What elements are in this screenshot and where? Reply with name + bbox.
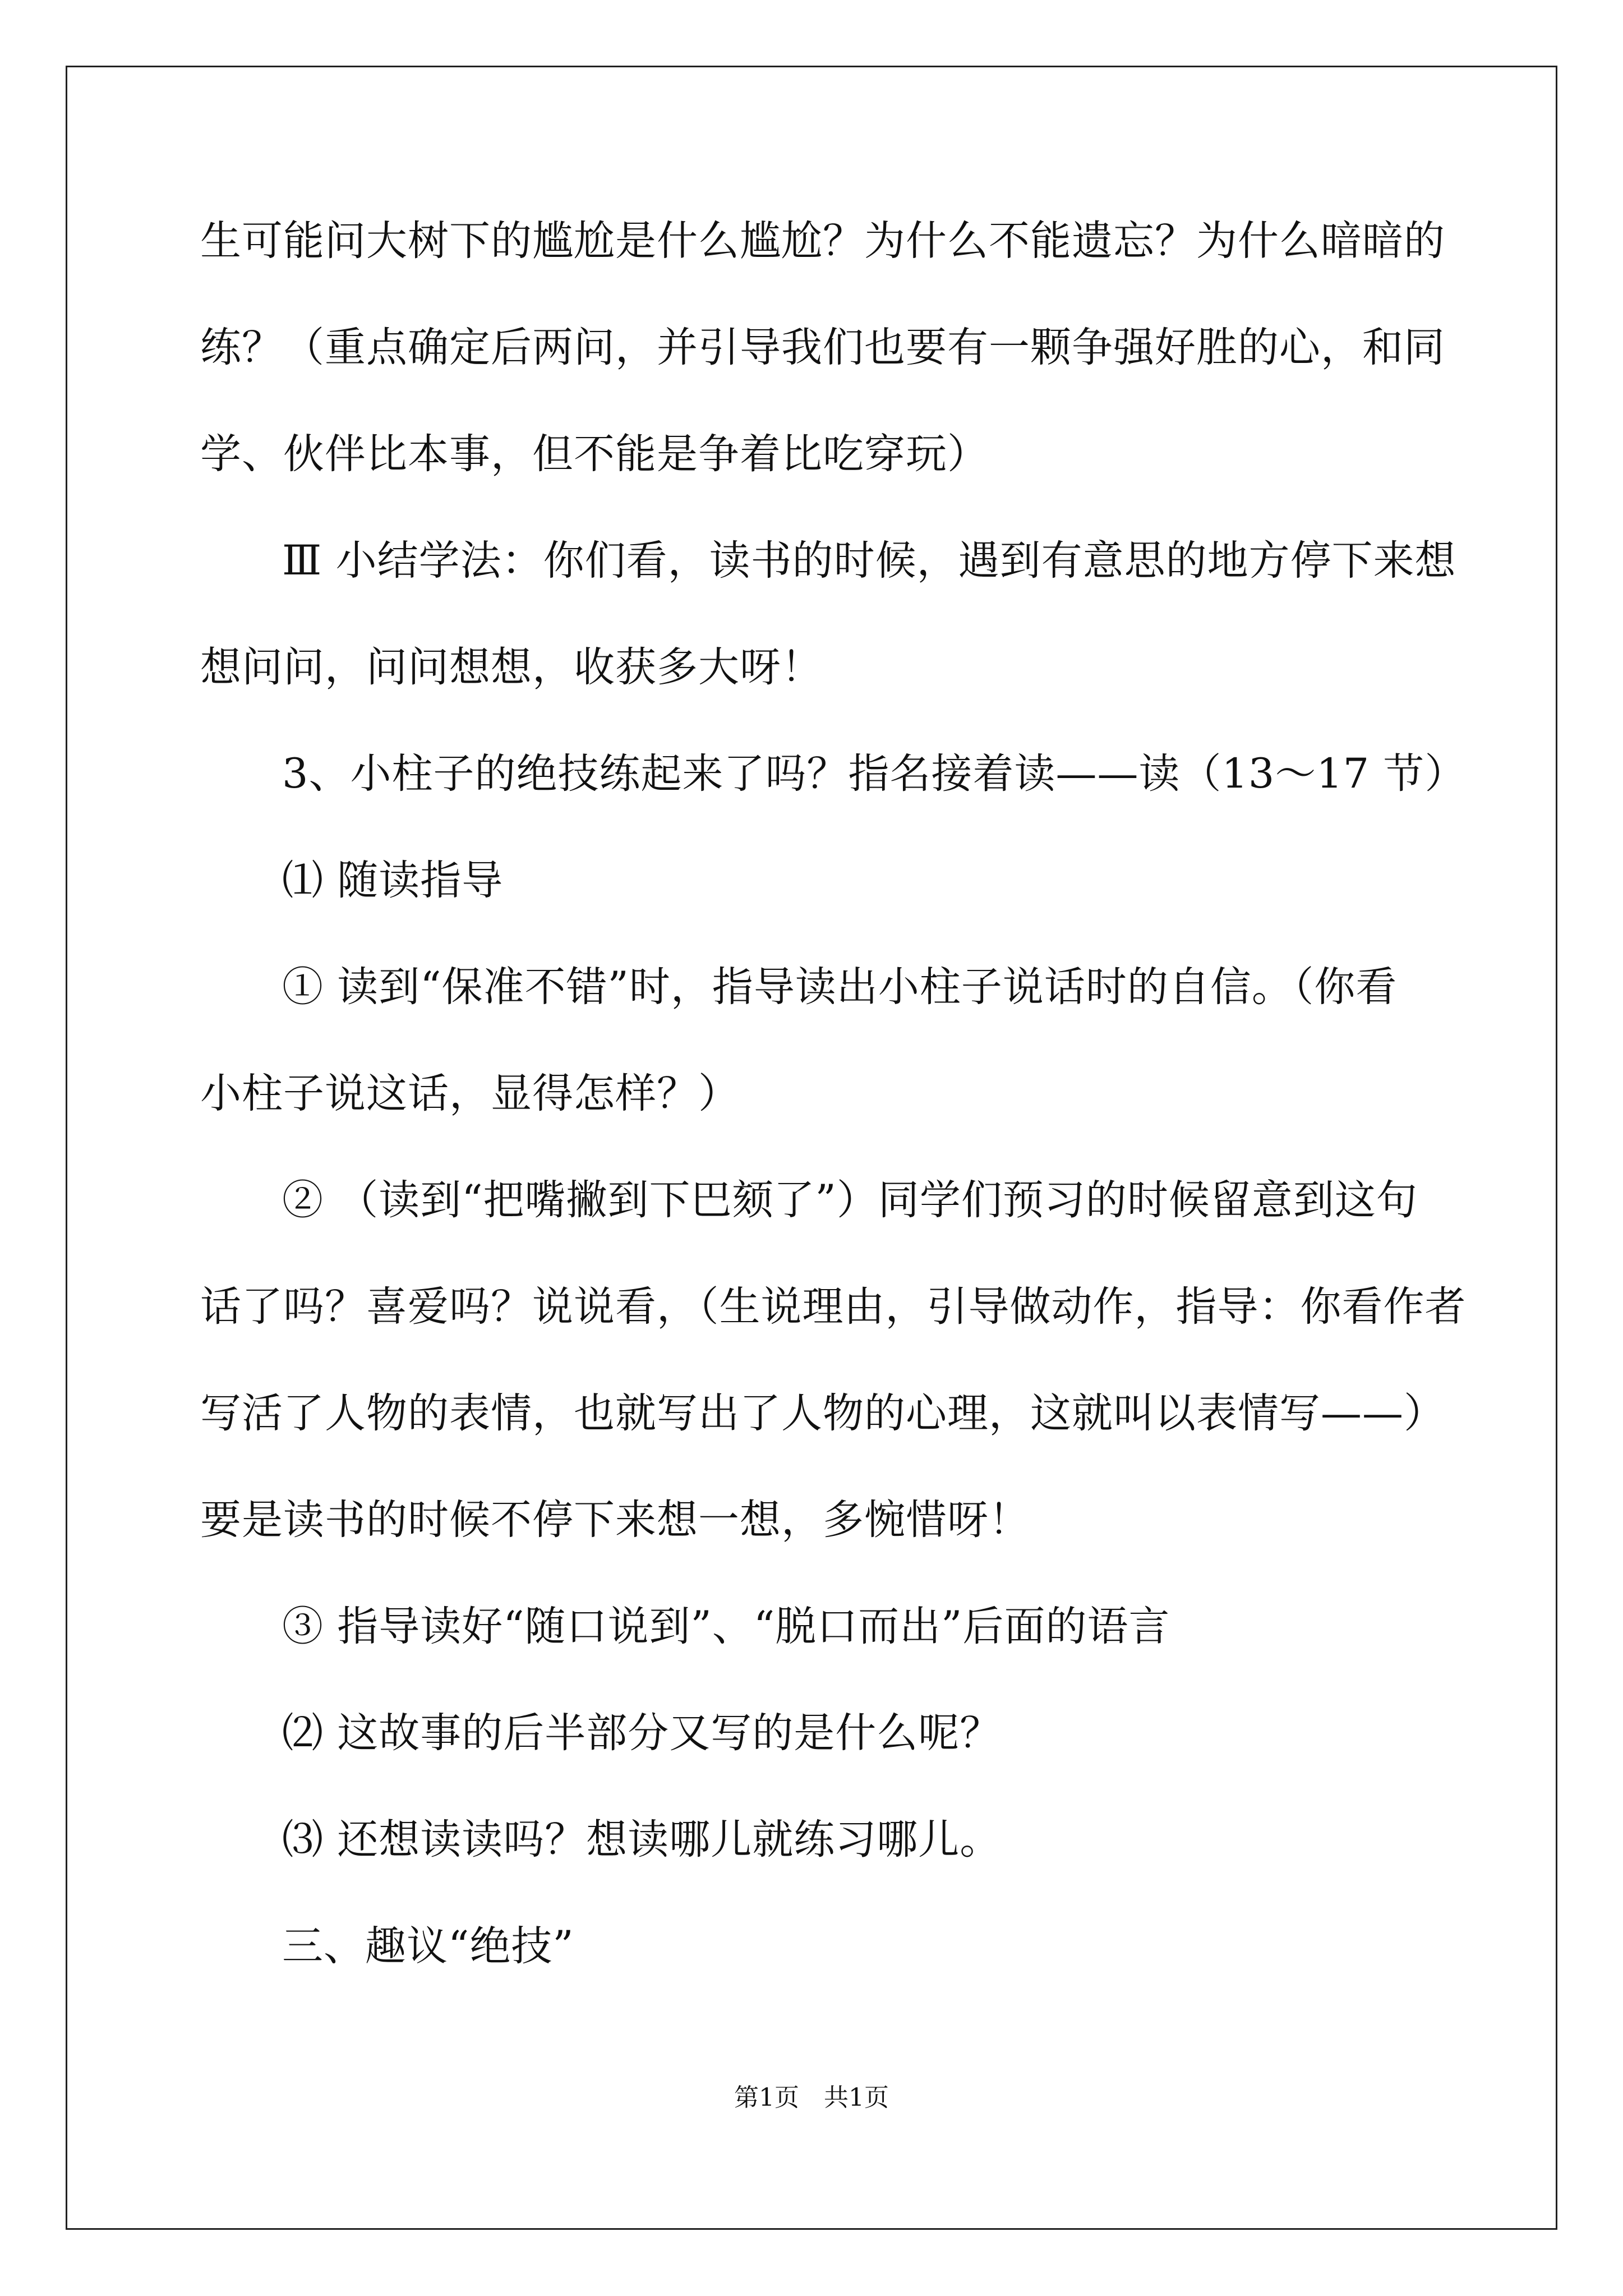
- paragraph-line: 生可能问大树下的尴尬是什么尴尬？为什么不能遗忘？为什么暗暗的: [200, 217, 1445, 265]
- page-border: [66, 66, 1557, 2230]
- paragraph-line: ② （读到“把嘴撇到下巴颏了”）同学们预习的时候留意到这句: [282, 1176, 1418, 1224]
- paragraph-line: Ⅲ 小结学法：你们看，读书的时候，遇到有意思的地方停下来想: [282, 537, 1456, 585]
- paragraph-line: 小柱子说这话，显得怎样？）: [200, 1070, 740, 1117]
- paragraph-line: 学、伙伴比本事，但不能是争着比吃穿玩）: [200, 430, 989, 478]
- paragraph-line: 3、小柱子的绝技练起来了吗？指名接着读——读（13～17 节）: [282, 750, 1467, 798]
- paragraph-line: ⑴ 随读指导: [282, 857, 504, 904]
- page-footer: 第1页 共1页: [734, 2083, 889, 2112]
- paragraph-line: ③ 指导读好“随口说到”、“脱口而出”后面的语言: [282, 1603, 1170, 1650]
- section-heading: 三、趣议“绝技”: [282, 1922, 574, 1970]
- paragraph-line: 想问问，问问想想，收获多大呀！: [200, 643, 823, 691]
- paragraph-line: ⑵ 这故事的后半部分又写的是什么呢？: [282, 1709, 1002, 1757]
- paragraph-line: ⑶ 还想读读吗？想读哪儿就练习哪儿。: [282, 1816, 1002, 1864]
- paragraph-line: 写活了人物的表情，也就写出了人物的心理，这就叫以表情写——）: [200, 1389, 1445, 1437]
- paragraph-line: 要是读书的时候不停下来想一想，多惋惜呀！: [200, 1496, 1030, 1544]
- paragraph-line: 话了吗？喜爱吗？说说看，（生说理由，引导做动作，指导：你看作者: [200, 1283, 1467, 1331]
- paragraph-line: ① 读到“保准不错”时，指导读出小柱子说话时的自信。（你看: [282, 963, 1398, 1011]
- paragraph-line: 练？（重点确定后两问，并引导我们也要有一颗争强好胜的心，和同: [200, 324, 1445, 371]
